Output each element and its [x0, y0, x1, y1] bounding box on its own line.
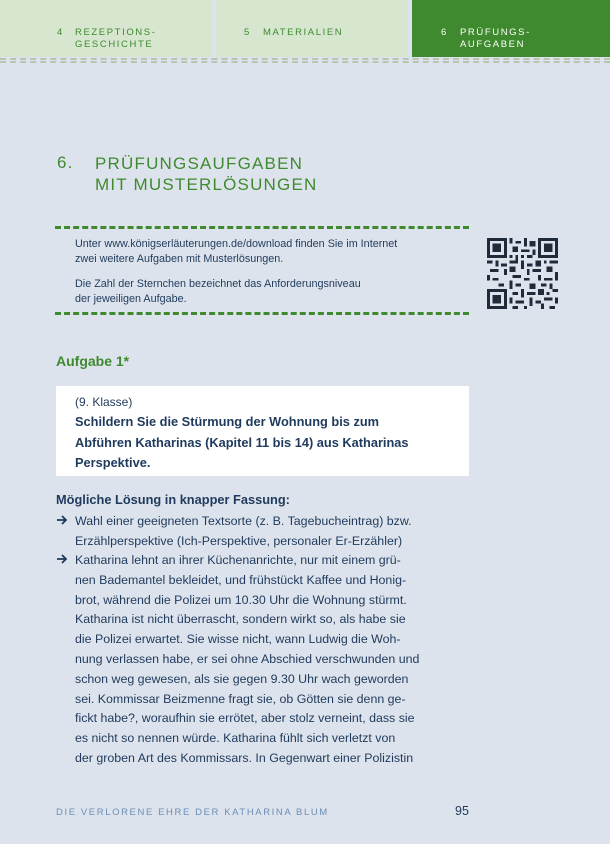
- footer-book-title: DIE VERLORENE EHRE DER KATHARINA BLUM: [56, 807, 329, 818]
- task-label: Aufgabe 1*: [56, 353, 130, 369]
- chapter-title: PRÜFUNGSAUFGABEN MIT MUSTERLÖSUNGEN: [95, 154, 318, 194]
- tab-label: REZEPTIONS- GESCHICHTE: [75, 27, 157, 50]
- info-download-note: Unter www.königserläuterungen.de/download finden Sie im Internet zwei weitere Aufgaben mit Musterlösungen.: [75, 238, 398, 265]
- page-number: 95: [455, 804, 469, 818]
- solution-title: Mögliche Lösung in knapper Fassung:: [56, 492, 290, 507]
- qr-code-icon[interactable]: [487, 238, 558, 309]
- tab-label: MATERIALIEN: [263, 27, 344, 38]
- task-grade: (9. Klasse): [75, 395, 133, 409]
- tab-pruefungsaufgaben[interactable]: [412, 0, 610, 57]
- task-box: [56, 386, 469, 476]
- tab-rezeptionsgeschichte[interactable]: [0, 0, 212, 57]
- chapter-number: 6.: [57, 153, 74, 172]
- chapter-tabs: [0, 0, 610, 57]
- tab-number: 4: [57, 27, 64, 38]
- arrow-right-icon: [56, 514, 68, 526]
- info-divider-bottom: [55, 312, 469, 315]
- info-stars-note: Die Zahl der Sternchen bezeichnet das Anforderungsniveau der jeweiligen Aufgabe.: [75, 278, 361, 305]
- task-prompt: Schildern Sie die Stürmung der Wohnung bis zum Abführen Katharinas (Kapitel 11 bis 14) aus Katharinas Perspektive.: [75, 414, 409, 470]
- solution-point-1: Wahl einer geeigneten Textsorte (z. B. Tagebucheintrag) bzw. Erzählperspektive (Ich-Perspektive, personaler Er-Erzähler): [75, 514, 412, 548]
- tab-materialien[interactable]: [216, 0, 408, 57]
- info-divider-top: [55, 226, 469, 229]
- tab-label: PRÜFUNGS- AUFGABEN: [460, 27, 531, 50]
- arrow-right-icon: [56, 553, 68, 565]
- tab-number: 6: [441, 27, 448, 38]
- solution-point-2: Katharina lehnt an ihrer Küchenanrichte, nur mit einem grü- nen Bademantel bekleidet, und frühstückt Kaffee und Honig- brot, während die Polizei um 10.30 Uhr die Wohnung stürmt. Katharina ist nicht überrascht, sondern wirkt so, als habe sie die Polizei erwartet. Sie wisse nicht, wann Ludwig die Woh- nung verlassen habe, er sei ohne Abschied verschwunden und schon weg gewesen, als sie gegen 9.30 Uhr wach geworden sei. Kommissar Beizmenne fragt sie, ob Götten sie denn ge- fickt habe?, woraufhin sie errötet, aber stolz verneint, dass sie es nicht so nennen würde. Katharina fühlt sich verletzt von der groben Art des Kommissars. In Gegenwart einer Polizistin: [75, 553, 420, 765]
- header-divider: [0, 58, 610, 63]
- tab-number: 5: [244, 27, 251, 38]
